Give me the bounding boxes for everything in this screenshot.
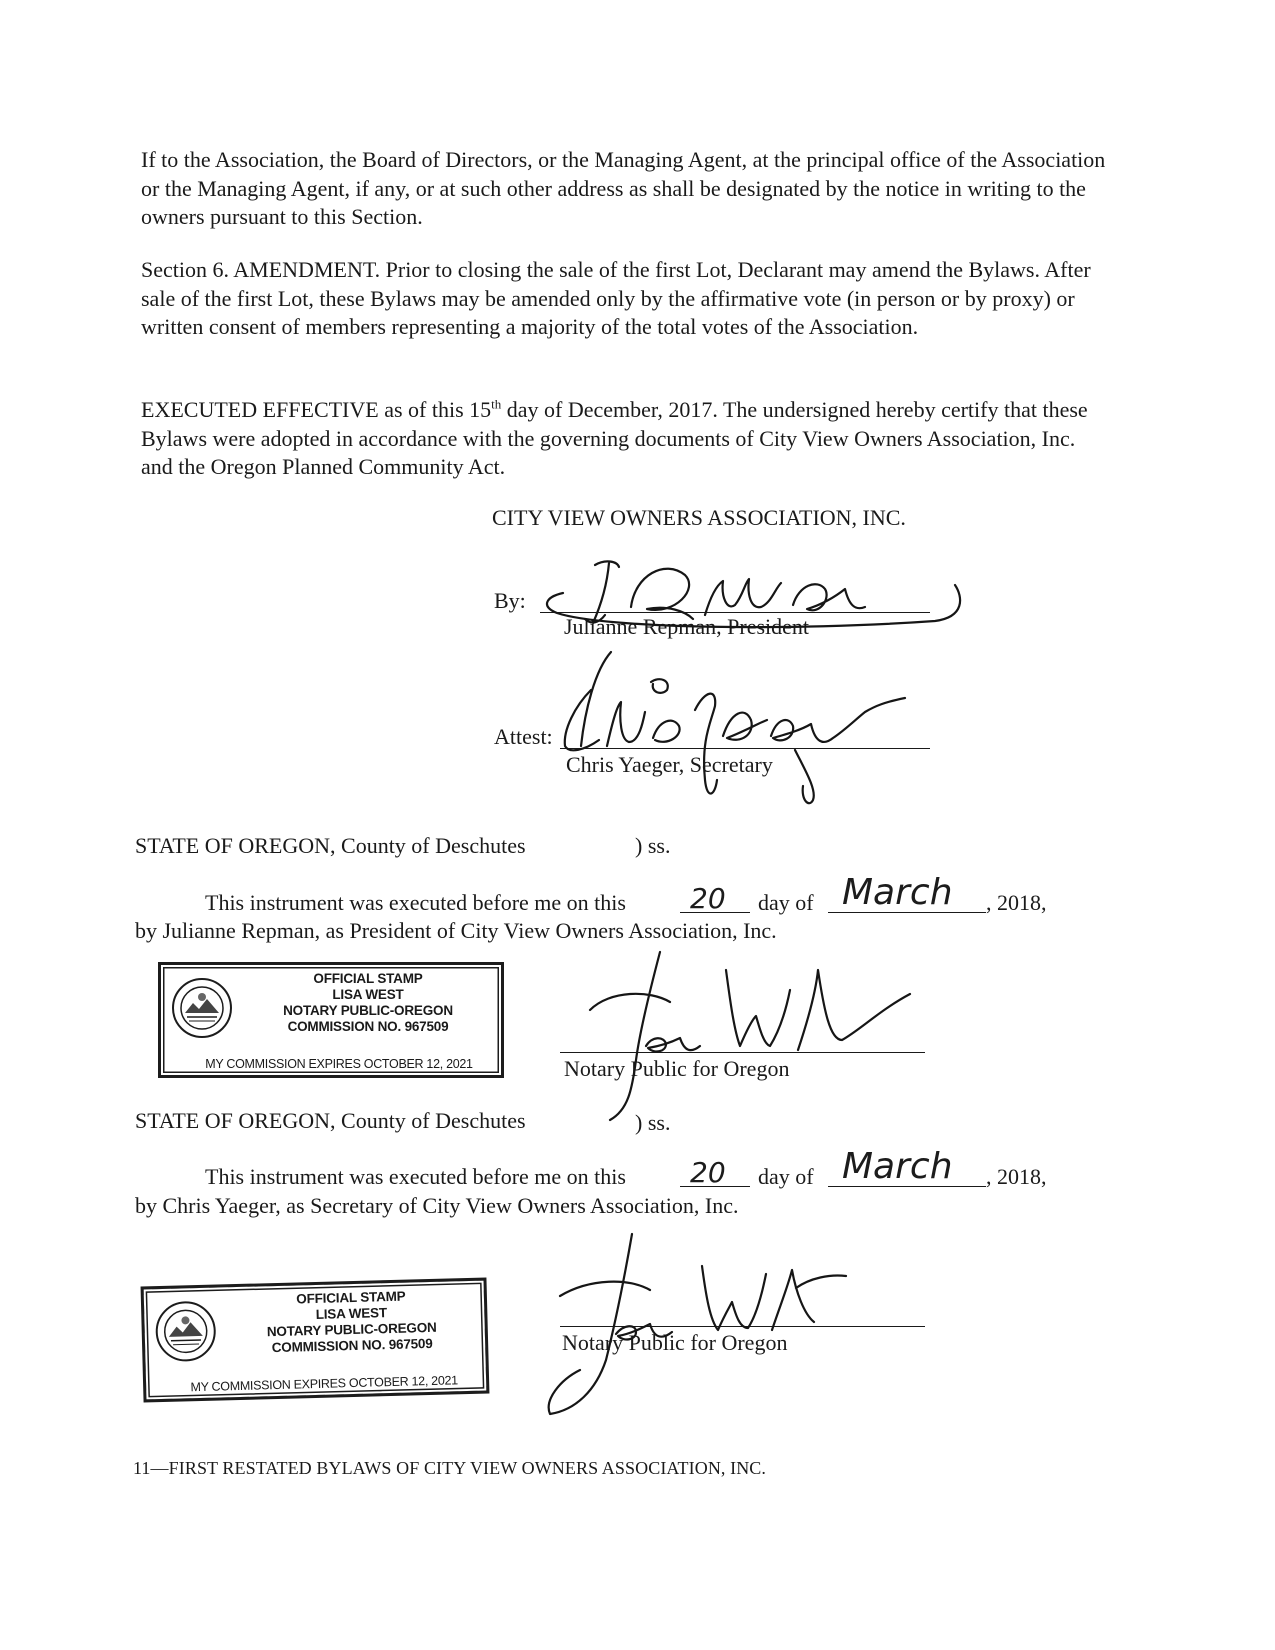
by-label: By: (494, 588, 526, 613)
ack1-month-handwritten: March (842, 872, 953, 913)
president-signature (535, 545, 965, 635)
secretary-signature (555, 650, 935, 810)
stamp2-title: OFFICIAL STAMP (296, 1288, 406, 1307)
executed-text-after: day of December, 2017. The undersigned hereby certify that these Bylaws were adopted in accordance with the governing documents of City View Owners Association, Inc. and the Oregon Planned Community Act. (141, 397, 1088, 479)
organization-name: CITY VIEW OWNERS ASSOCIATION, INC. (492, 505, 906, 530)
notary1-label: Notary Public for Oregon (564, 1056, 790, 1081)
ack2-state-county: STATE OF OREGON, County of Deschutes (135, 1108, 526, 1133)
by-signer-name: Julianne Repman, President (564, 614, 810, 639)
ack1-by-line: by Julianne Repman, as President of City View Owners Association, Inc. (135, 918, 777, 943)
executed-ordinal-suffix: th (491, 396, 502, 412)
stamp2-notary-name: LISA WEST (315, 1305, 388, 1322)
ack2-day-handwritten: 20 (690, 1156, 726, 1189)
executed-effective-paragraph (141, 396, 1111, 482)
oregon-seal-icon (171, 977, 233, 1039)
notary2-label: Notary Public for Oregon (562, 1330, 788, 1355)
stamp1-title: OFFICIAL STAMP (313, 971, 423, 986)
attest-signer-name: Chris Yaeger, Secretary (566, 752, 773, 777)
ack2-executed-text: This instrument was executed before me on this (205, 1164, 626, 1189)
section-6-amendment-paragraph: Section 6. AMENDMENT. Prior to closing the sale of the first Lot, Declarant may amend the Bylaws. After sale of the first Lot, these Bylaws may be amended only by the affirmative vote (in person or by proxy) or written consent of members representing a majority of the total votes of the Association. (141, 257, 1091, 339)
stamp2-notary-public: NOTARY PUBLIC-OREGON (266, 1319, 437, 1340)
notary-stamp-2 (141, 1277, 490, 1402)
notary1-signature (580, 950, 920, 1130)
attest-label: Attest: (494, 724, 553, 749)
stamp1-expiration: MY COMMISSION EXPIRES OCTOBER 12, 2021 (205, 1057, 473, 1071)
notice-paragraph: If to the Association, the Board of Directors, or the Managing Agent, at the principal office of the Association or the Managing Agent, if any, or at such other address as shall be designated by the notice in writing to the owners pursuant to this Section. (141, 147, 1106, 229)
ack1-ss: ) ss. (635, 833, 671, 858)
ack1-year: , 2018, (986, 890, 1047, 915)
stamp2-expiration: MY COMMISSION EXPIRES OCTOBER 12, 2021 (190, 1373, 458, 1395)
ack2-year: , 2018, (986, 1164, 1047, 1189)
ack1-day-handwritten: 20 (690, 882, 726, 915)
ack2-ss: ) ss. (635, 1110, 671, 1135)
ack2-by-line: by Chris Yaeger, as Secretary of City View Owners Association, Inc. (135, 1193, 739, 1218)
ack1-executed-text: This instrument was executed before me on this (205, 890, 626, 915)
ack2-month-handwritten: March (842, 1146, 953, 1187)
oregon-seal-icon (154, 1300, 218, 1364)
notary2-signature (540, 1230, 860, 1420)
stamp2-commission-number: COMMISSION NO. 967509 (271, 1335, 433, 1356)
page-footer: 11—FIRST RESTATED BYLAWS OF CITY VIEW OWNERS ASSOCIATION, INC. (133, 1458, 767, 1478)
ack1-day-of: day of (758, 890, 814, 915)
stamp1-commission-number: COMMISSION NO. 967509 (287, 1019, 449, 1034)
ack1-state-county: STATE OF OREGON, County of Deschutes (135, 833, 526, 858)
stamp1-notary-name: LISA WEST (332, 987, 404, 1002)
executed-text-before: EXECUTED EFFECTIVE as of this 15 (141, 397, 492, 422)
stamp1-notary-public: NOTARY PUBLIC-OREGON (283, 1003, 453, 1018)
notary-stamp-1 (158, 962, 504, 1078)
ack2-day-of: day of (758, 1164, 814, 1189)
